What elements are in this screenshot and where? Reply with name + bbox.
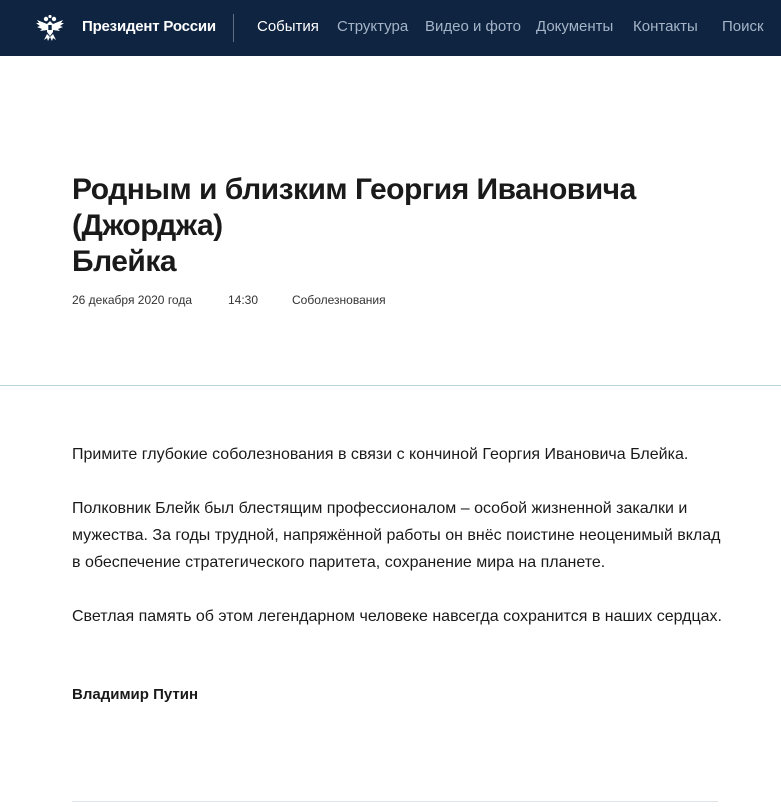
signature: Владимир Путин bbox=[72, 686, 199, 703]
double-headed-eagle-icon[interactable] bbox=[34, 12, 66, 44]
publication-date: 26 декабря 2020 года bbox=[72, 293, 193, 307]
publication-time: 14:30 bbox=[228, 293, 259, 307]
header-separator bbox=[0, 385, 781, 386]
nav-item-documents[interactable]: Документы bbox=[536, 18, 614, 35]
nav-item-contacts[interactable]: Контакты bbox=[633, 18, 698, 35]
nav-divider bbox=[233, 14, 234, 42]
nav-item-structure[interactable]: Структура bbox=[337, 18, 409, 35]
page-title-line-2: Блейка bbox=[72, 245, 177, 278]
article-paragraph: Примите глубокие соболезнования в связи с кончиной Георгия Ивановича Блейка. bbox=[72, 446, 689, 463]
nav-item-search[interactable]: Поиск bbox=[722, 18, 764, 35]
bottom-divider bbox=[72, 801, 718, 802]
nav-item-video-photo[interactable]: Видео и фото bbox=[425, 18, 521, 35]
category-link[interactable]: Соболезнования bbox=[292, 293, 386, 307]
nav-item-events[interactable]: События bbox=[257, 18, 319, 35]
page-title-line-1: Родным и близким Георгия Ивановича (Джорджа) bbox=[72, 173, 636, 242]
article-paragraph: Полковник Блейк был блестящим профессионалом – особой жизненной закалки и мужества. За годы трудной, напряжённой работы он внёс поистине неоценимый вклад в обеспечение стратегического паритета, сохранение мира на планете. bbox=[72, 500, 721, 571]
site-brand-link[interactable]: Президент России bbox=[82, 18, 216, 35]
top-navigation-bar bbox=[0, 0, 781, 56]
page-title bbox=[72, 172, 732, 280]
article-paragraph: Светлая память об этом легендарном человеке навсегда сохранится в наших сердцах. bbox=[72, 608, 722, 625]
